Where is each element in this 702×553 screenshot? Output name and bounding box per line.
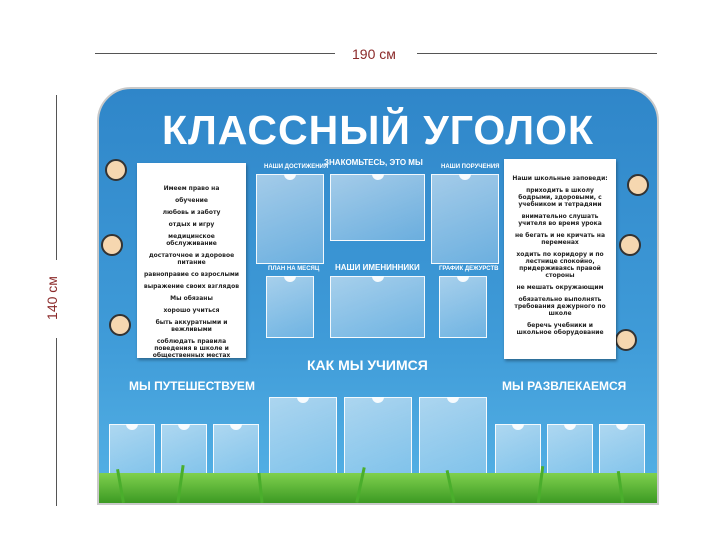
rights-line: достаточное и здоровое питание [148, 252, 235, 266]
rules-line: ходить по коридору и по лестнице спокойно, придерживаясь правой стороны [516, 251, 604, 279]
month-plan-label: ПЛАН НА МЕСЯЦ [268, 266, 320, 272]
rules-line: обязательно выполнять требования дежурного по школе [514, 296, 606, 317]
rights-sheet [137, 163, 246, 358]
achievements-label: НАШИ ДОСТИЖЕНИЯ [264, 164, 329, 170]
duty-schedule-label: ГРАФИК ДЕЖУРСТВ [439, 266, 499, 272]
cartoon-kid-icon [627, 174, 649, 196]
rules-line: не мешать окружающим [516, 284, 604, 291]
rules-line: беречь учебники и школьное оборудование [516, 322, 604, 336]
rules-line: Наши школьные заповеди: [512, 175, 608, 182]
rights-line: любовь и заботу [162, 209, 221, 216]
get-to-know-label: ЗНАКОМЬТЕСЬ, ЭТО МЫ [324, 158, 423, 167]
assignments-pocket [431, 174, 499, 264]
class-corner-board [97, 87, 659, 505]
birthdays-pocket [330, 276, 425, 338]
height-dimension-line-bottom [56, 338, 57, 506]
get-to-know-pocket [330, 174, 425, 241]
rights-line: соблюдать правила поведения в школе и общественных местах [152, 338, 231, 359]
width-dimension-label: 190 см [352, 46, 396, 62]
rules-line: не бегать и не кричать на переменах [515, 232, 605, 246]
rights-line: медицинское обслуживание [166, 233, 217, 247]
how-we-learn-heading: КАК МЫ УЧИМСЯ [307, 357, 428, 373]
board-title: КЛАССНЫЙ УГОЛОК [162, 107, 594, 153]
height-dimension-line-top [56, 95, 57, 260]
travel-heading: МЫ ПУТЕШЕСТВУЕМ [129, 379, 255, 393]
assignments-label: НАШИ ПОРУЧЕНИЯ [441, 164, 500, 170]
rights-line: Имеем право на [163, 185, 220, 192]
cartoon-kid-icon [615, 329, 637, 351]
month-plan-pocket [266, 276, 314, 338]
achievements-pocket [256, 174, 324, 264]
rules-line: внимательно слушать учителя во время урока [518, 213, 602, 227]
rights-line: отдых и игру [168, 221, 215, 228]
width-dimension-line-left [95, 53, 335, 54]
birthdays-label: НАШИ ИМЕНИННИКИ [335, 263, 420, 272]
cartoon-kid-icon [619, 234, 641, 256]
cartoon-kid-icon [105, 159, 127, 181]
cartoon-kid-icon [101, 234, 123, 256]
cartoon-kid-icon [109, 314, 131, 336]
rights-line: Мы обязаны [170, 295, 213, 302]
width-dimension-line-right [417, 53, 657, 54]
fun-heading: МЫ РАЗВЛЕКАЕМСЯ [502, 379, 627, 393]
rules-line: приходить в школу бодрыми, здоровыми, с учебником и тетрадями [518, 187, 602, 208]
rights-line: выражение своих взглядов [143, 283, 240, 290]
duty-schedule-pocket [439, 276, 487, 338]
rights-line: хорошо учиться [163, 307, 220, 314]
school-rules-sheet [504, 159, 616, 359]
rights-line: быть аккуратными и вежливыми [155, 319, 228, 333]
rights-line: обучение [175, 197, 208, 204]
height-dimension-label: 140 см [43, 276, 60, 320]
rights-line: равноправие со взрослыми [143, 271, 239, 278]
